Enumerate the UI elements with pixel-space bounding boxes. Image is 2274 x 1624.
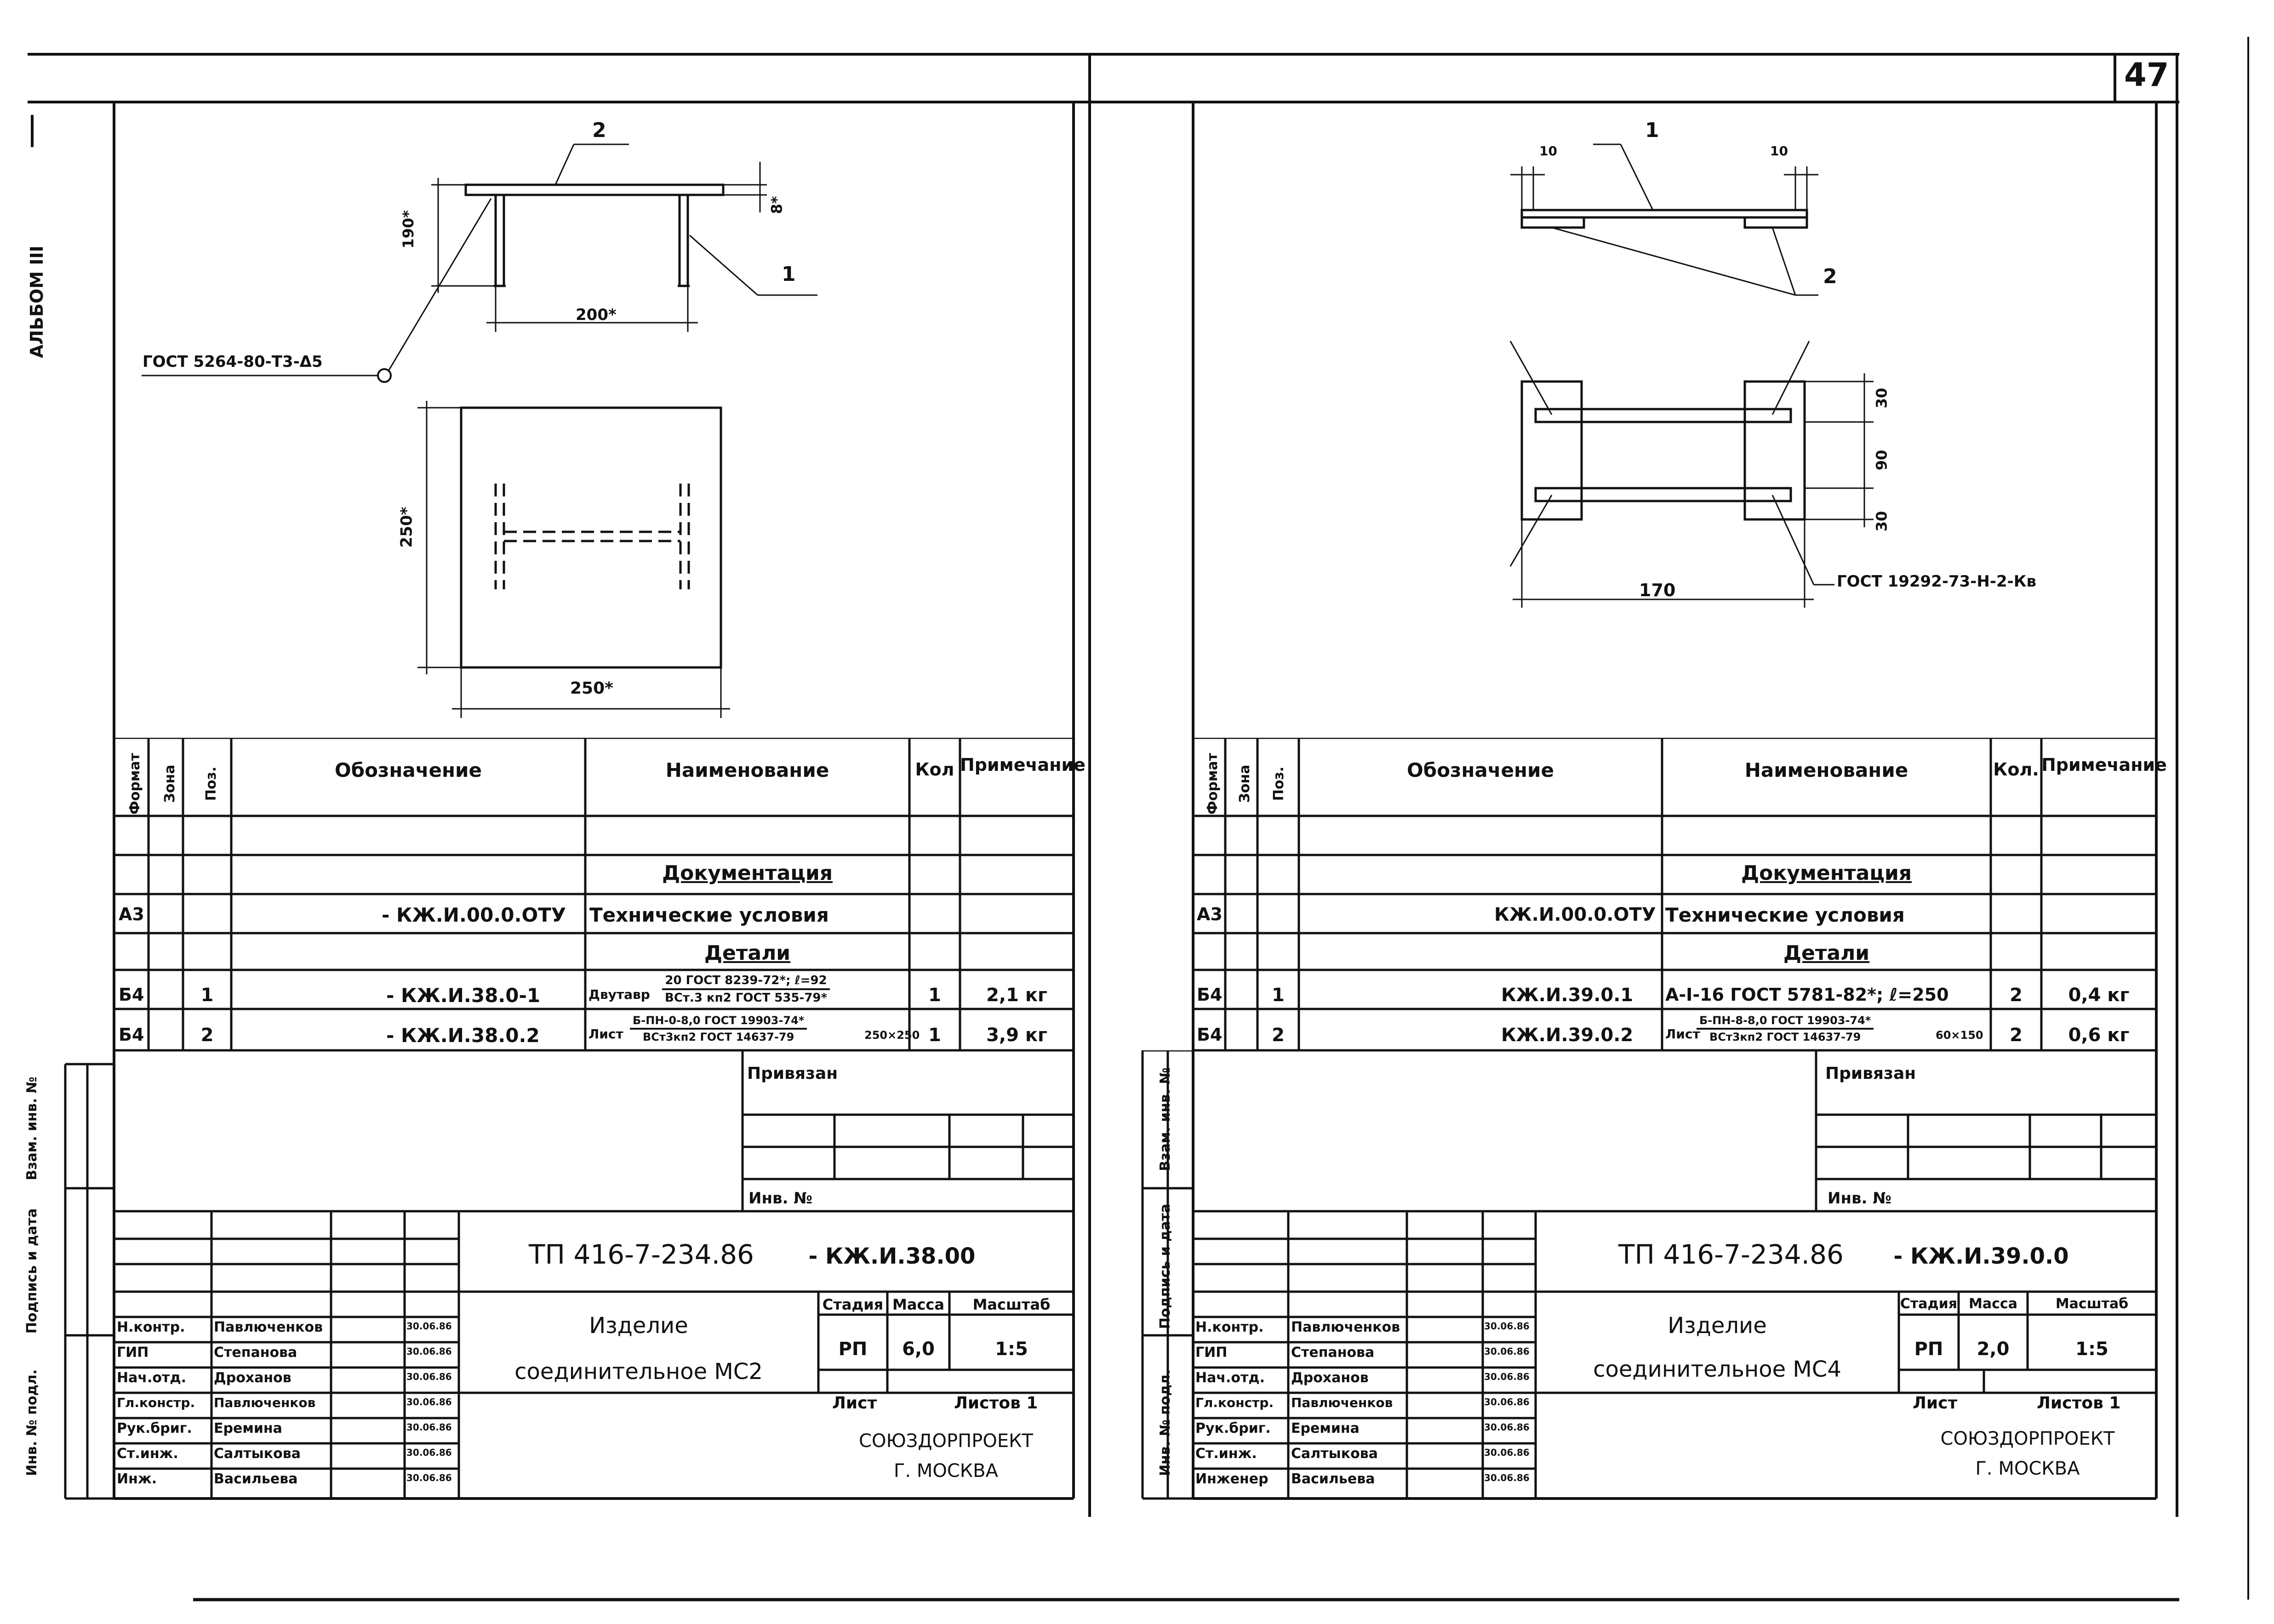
left-th-pos: Поз.: [203, 766, 219, 801]
left-row2-name-suffix: 250×250: [864, 1029, 920, 1042]
left-row1-designation: - КЖ.И.38.0-1: [386, 984, 541, 1007]
right-title-line2: соединительное МС4: [1593, 1356, 1841, 1382]
right-sheets: Листов 1: [2037, 1394, 2121, 1413]
right-scale-header: Масштаб: [2055, 1296, 2129, 1312]
left-mass-header: Масса: [892, 1296, 944, 1313]
right-person-role: Гл.констр.: [1195, 1395, 1274, 1410]
left-row1-name-fraction: 20 ГОСТ 8239-72*; ℓ=92 ВСт.3 кп2 ГОСТ 535-79*: [662, 974, 830, 1004]
left-mass: 6,0: [902, 1339, 935, 1360]
left-person-name: Дроханов: [214, 1370, 291, 1386]
right-dim-170: 170: [1639, 580, 1676, 600]
right-dim-30a: 30: [1873, 387, 1891, 409]
left-person-role: Н.контр.: [117, 1319, 185, 1335]
right-person-date: 30.06.86: [1484, 1396, 1530, 1407]
left-person-name: Салтыкова: [214, 1446, 301, 1462]
left-person-name: Васильева: [214, 1471, 298, 1487]
left-person-role: Нач.отд.: [117, 1370, 186, 1386]
left-row2-qty: 1: [928, 1025, 941, 1046]
left-pos1-label: 1: [782, 262, 796, 286]
left-stage-header: Стадия: [822, 1296, 884, 1313]
right-person-date: 30.06.86: [1484, 1447, 1530, 1458]
left-th-note: Примечание: [960, 755, 1086, 775]
left-row2-name-fraction: Б-ПН-0-8,0 ГОСТ 19903-74* ВСт3кп2 ГОСТ 14637-79: [630, 1015, 807, 1043]
right-scale: 1:5: [2075, 1339, 2108, 1360]
right-privyazan: Привязан: [1825, 1064, 1916, 1083]
right-person-role: ГИП: [1195, 1345, 1228, 1361]
right-row2-designation: КЖ.И.39.0.2: [1501, 1025, 1634, 1046]
right-title-line1: Изделие: [1668, 1313, 1767, 1339]
right-doc-code-suffix: - КЖ.И.39.0.0: [1893, 1243, 2069, 1269]
right-mass-header: Масса: [1969, 1296, 2017, 1312]
left-dim-plate-h: 250*: [397, 507, 416, 548]
left-spec-table-grid: [114, 738, 1086, 1060]
right-person-name: Дроханов: [1291, 1370, 1369, 1386]
left-person-name: Павлюченков: [214, 1395, 316, 1410]
left-th-zone: Зона: [162, 764, 178, 803]
right-row0-name: Технические условия: [1665, 904, 1905, 926]
right-person-role: Инженер: [1195, 1471, 1268, 1487]
left-th-designation: Обозначение: [335, 759, 482, 781]
right-person-role: Рук.бриг.: [1195, 1420, 1271, 1436]
left-person-name: Степанова: [214, 1345, 297, 1361]
right-side-vzam: Взам. инв. №: [1157, 1067, 1173, 1171]
left-person-role: Гл.констр.: [117, 1395, 195, 1410]
left-row1-qty: 1: [928, 985, 941, 1006]
left-person-date: 30.06.86: [406, 1371, 452, 1382]
left-privyazan: Привязан: [747, 1064, 838, 1083]
left-row2-format: Б4: [119, 1025, 144, 1045]
left-row1-note: 2,1 кг: [986, 985, 1047, 1006]
left-stage: РП: [838, 1339, 868, 1360]
right-person-date: 30.06.86: [1484, 1472, 1530, 1483]
left-dim-height: 190*: [399, 210, 417, 249]
right-row2-format: Б4: [1197, 1025, 1223, 1045]
right-row2-qty: 2: [2010, 1025, 2023, 1046]
left-section-parts: Детали: [704, 941, 791, 965]
left-pos2-label: 2: [592, 119, 606, 142]
page-number: 47: [2124, 56, 2169, 94]
left-row1-pos: 1: [200, 985, 214, 1006]
right-mass: 2,0: [1977, 1339, 2010, 1360]
left-row0-format: А3: [119, 904, 144, 924]
right-th-pos: Поз.: [1271, 766, 1287, 801]
right-person-name: Степанова: [1291, 1345, 1375, 1361]
right-person-role: Ст.инж.: [1195, 1446, 1257, 1462]
right-row1-designation: КЖ.И.39.0.1: [1501, 985, 1634, 1006]
right-row2-note: 0,6 кг: [2068, 1025, 2130, 1046]
left-doc-code-main: ТП 416-7-234.86: [529, 1239, 754, 1270]
right-th-qty: Кол.: [1993, 759, 2039, 780]
left-row2-note: 3,9 кг: [986, 1025, 1047, 1046]
left-th-name: Наименование: [665, 759, 829, 781]
left-sheets: Листов 1: [954, 1394, 1038, 1413]
right-row1-format: Б4: [1197, 985, 1223, 1005]
right-row2-name-prefix: Лист: [1665, 1026, 1700, 1042]
left-th-format: Формат: [127, 753, 143, 815]
right-dim-left: 10: [1539, 143, 1557, 159]
left-weld-note: ГОСТ 5264-80-Т3-Δ5: [143, 353, 323, 371]
right-person-date: 30.06.86: [1484, 1321, 1530, 1332]
left-sheet: Лист: [832, 1394, 877, 1413]
right-doc-code-main: ТП 416-7-234.86: [1618, 1239, 1844, 1270]
right-person-name: Салтыкова: [1291, 1446, 1378, 1462]
right-person-date: 30.06.86: [1484, 1346, 1530, 1357]
left-row0-name: Технические условия: [589, 904, 829, 926]
left-org1: СОЮЗДОРПРОЕКТ: [859, 1430, 1033, 1452]
right-doc-code: [1618, 1241, 2069, 1268]
left-row2-designation: - КЖ.И.38.0.2: [386, 1024, 540, 1047]
right-person-date: 30.06.86: [1484, 1422, 1530, 1433]
left-title-line2: соединительное МС2: [514, 1359, 763, 1385]
right-person-name: Еремина: [1291, 1420, 1360, 1436]
right-person-name: Павлюченков: [1291, 1395, 1393, 1410]
right-row1-note: 0,4 кг: [2068, 985, 2130, 1006]
right-th-designation: Обозначение: [1407, 759, 1554, 781]
right-inv-no: Инв. №: [1828, 1189, 1892, 1208]
right-row1-qty: 2: [2010, 985, 2023, 1006]
left-dim-width: 200*: [576, 306, 617, 324]
left-person-date: 30.06.86: [406, 1472, 452, 1483]
left-row2-name-prefix: Лист: [588, 1026, 623, 1042]
right-org2: Г. МОСКВА: [1975, 1458, 2080, 1479]
left-person-date: 30.06.86: [406, 1396, 452, 1407]
left-assembly-drawing: [114, 102, 1074, 736]
left-side-vzam: Взам. инв. №: [24, 1077, 40, 1180]
right-row1-name: А-I-16 ГОСТ 5781-82*; ℓ=250: [1665, 985, 1949, 1005]
right-dim-right: 10: [1770, 143, 1788, 159]
right-sheet: Лист: [1913, 1394, 1958, 1413]
left-person-date: 30.06.86: [406, 1422, 452, 1433]
left-person-date: 30.06.86: [406, 1447, 452, 1458]
right-row2-pos: 2: [1272, 1025, 1285, 1046]
left-person-role: Рук.бриг.: [117, 1420, 192, 1436]
right-th-note: Примечание: [2041, 755, 2167, 775]
right-th-zone: Зона: [1237, 764, 1253, 803]
left-th-qty: Кол: [915, 759, 954, 780]
right-th-format: Формат: [1205, 753, 1221, 815]
right-pos2-label: 2: [1823, 265, 1837, 288]
right-spec-table-grid: [1193, 738, 2167, 1060]
right-section-parts: Детали: [1783, 941, 1870, 965]
left-org2: Г. МОСКВА: [894, 1460, 998, 1482]
right-person-name: Павлюченков: [1291, 1319, 1400, 1335]
left-doc-code: [529, 1241, 975, 1268]
right-person-name: Васильева: [1291, 1471, 1375, 1487]
right-row0-designation: КЖ.И.00.0.ОТУ: [1494, 904, 1656, 925]
right-person-date: 30.06.86: [1484, 1371, 1530, 1382]
left-row1-name-prefix: Двутавр: [588, 987, 650, 1002]
left-person-role: ГИП: [117, 1345, 149, 1361]
album-label: АЛЬБОМ III: [27, 245, 47, 358]
left-row2-pos: 2: [200, 1025, 214, 1046]
left-dim-plate-w: 250*: [570, 679, 613, 698]
right-row2-name-suffix: 60×150: [1936, 1029, 1983, 1042]
right-stage: РП: [1914, 1339, 1943, 1360]
right-dim-90: 90: [1873, 450, 1891, 471]
left-row0-designation: - КЖ.И.00.0.ОТУ: [382, 904, 566, 926]
right-row0-format: А3: [1197, 904, 1223, 924]
left-scale: 1:5: [995, 1339, 1028, 1360]
left-dim-weld: 8*: [768, 196, 786, 214]
right-stage-header: Стадия: [1900, 1296, 1958, 1312]
right-weld-note: ГОСТ 19292-73-Н-2-Кв: [1837, 572, 2037, 591]
left-row1-format: Б4: [119, 985, 144, 1005]
left-person-date: 30.06.86: [406, 1346, 452, 1357]
left-side-podl: Инв. № подл.: [24, 1369, 40, 1476]
left-person-role: Ст.инж.: [117, 1446, 178, 1462]
left-person-role: Инж.: [117, 1471, 157, 1487]
right-org1: СОЮЗДОРПРОЕКТ: [1940, 1428, 2115, 1449]
right-side-podp: Подпись и дата: [1157, 1203, 1173, 1329]
left-title-line1: Изделие: [589, 1313, 688, 1339]
left-person-name: Павлюченков: [214, 1319, 323, 1335]
right-assembly-drawing: [1193, 102, 2156, 736]
left-side-podp: Подпись и дата: [24, 1208, 40, 1334]
left-person-name: Еремина: [214, 1420, 282, 1436]
left-doc-code-suffix: - КЖ.И.38.00: [808, 1243, 976, 1269]
right-person-role: Н.контр.: [1195, 1319, 1264, 1335]
left-scale-header: Масштаб: [972, 1296, 1051, 1313]
right-section-docs: Документация: [1741, 861, 1912, 885]
right-th-name: Наименование: [1744, 759, 1908, 781]
right-person-role: Нач.отд.: [1195, 1370, 1265, 1386]
right-row1-pos: 1: [1272, 985, 1285, 1006]
left-section-docs: Документация: [662, 861, 833, 885]
right-pos1-label: 1: [1645, 119, 1659, 142]
right-side-podl: Инв. № подл.: [1157, 1369, 1173, 1476]
right-row2-name-fraction: Б-ПН-8-8,0 ГОСТ 19903-74* ВСт3кп2 ГОСТ 14637-79: [1697, 1015, 1874, 1043]
left-inv-no: Инв. №: [748, 1189, 813, 1208]
left-person-date: 30.06.86: [406, 1321, 452, 1332]
right-dim-30b: 30: [1873, 511, 1891, 532]
